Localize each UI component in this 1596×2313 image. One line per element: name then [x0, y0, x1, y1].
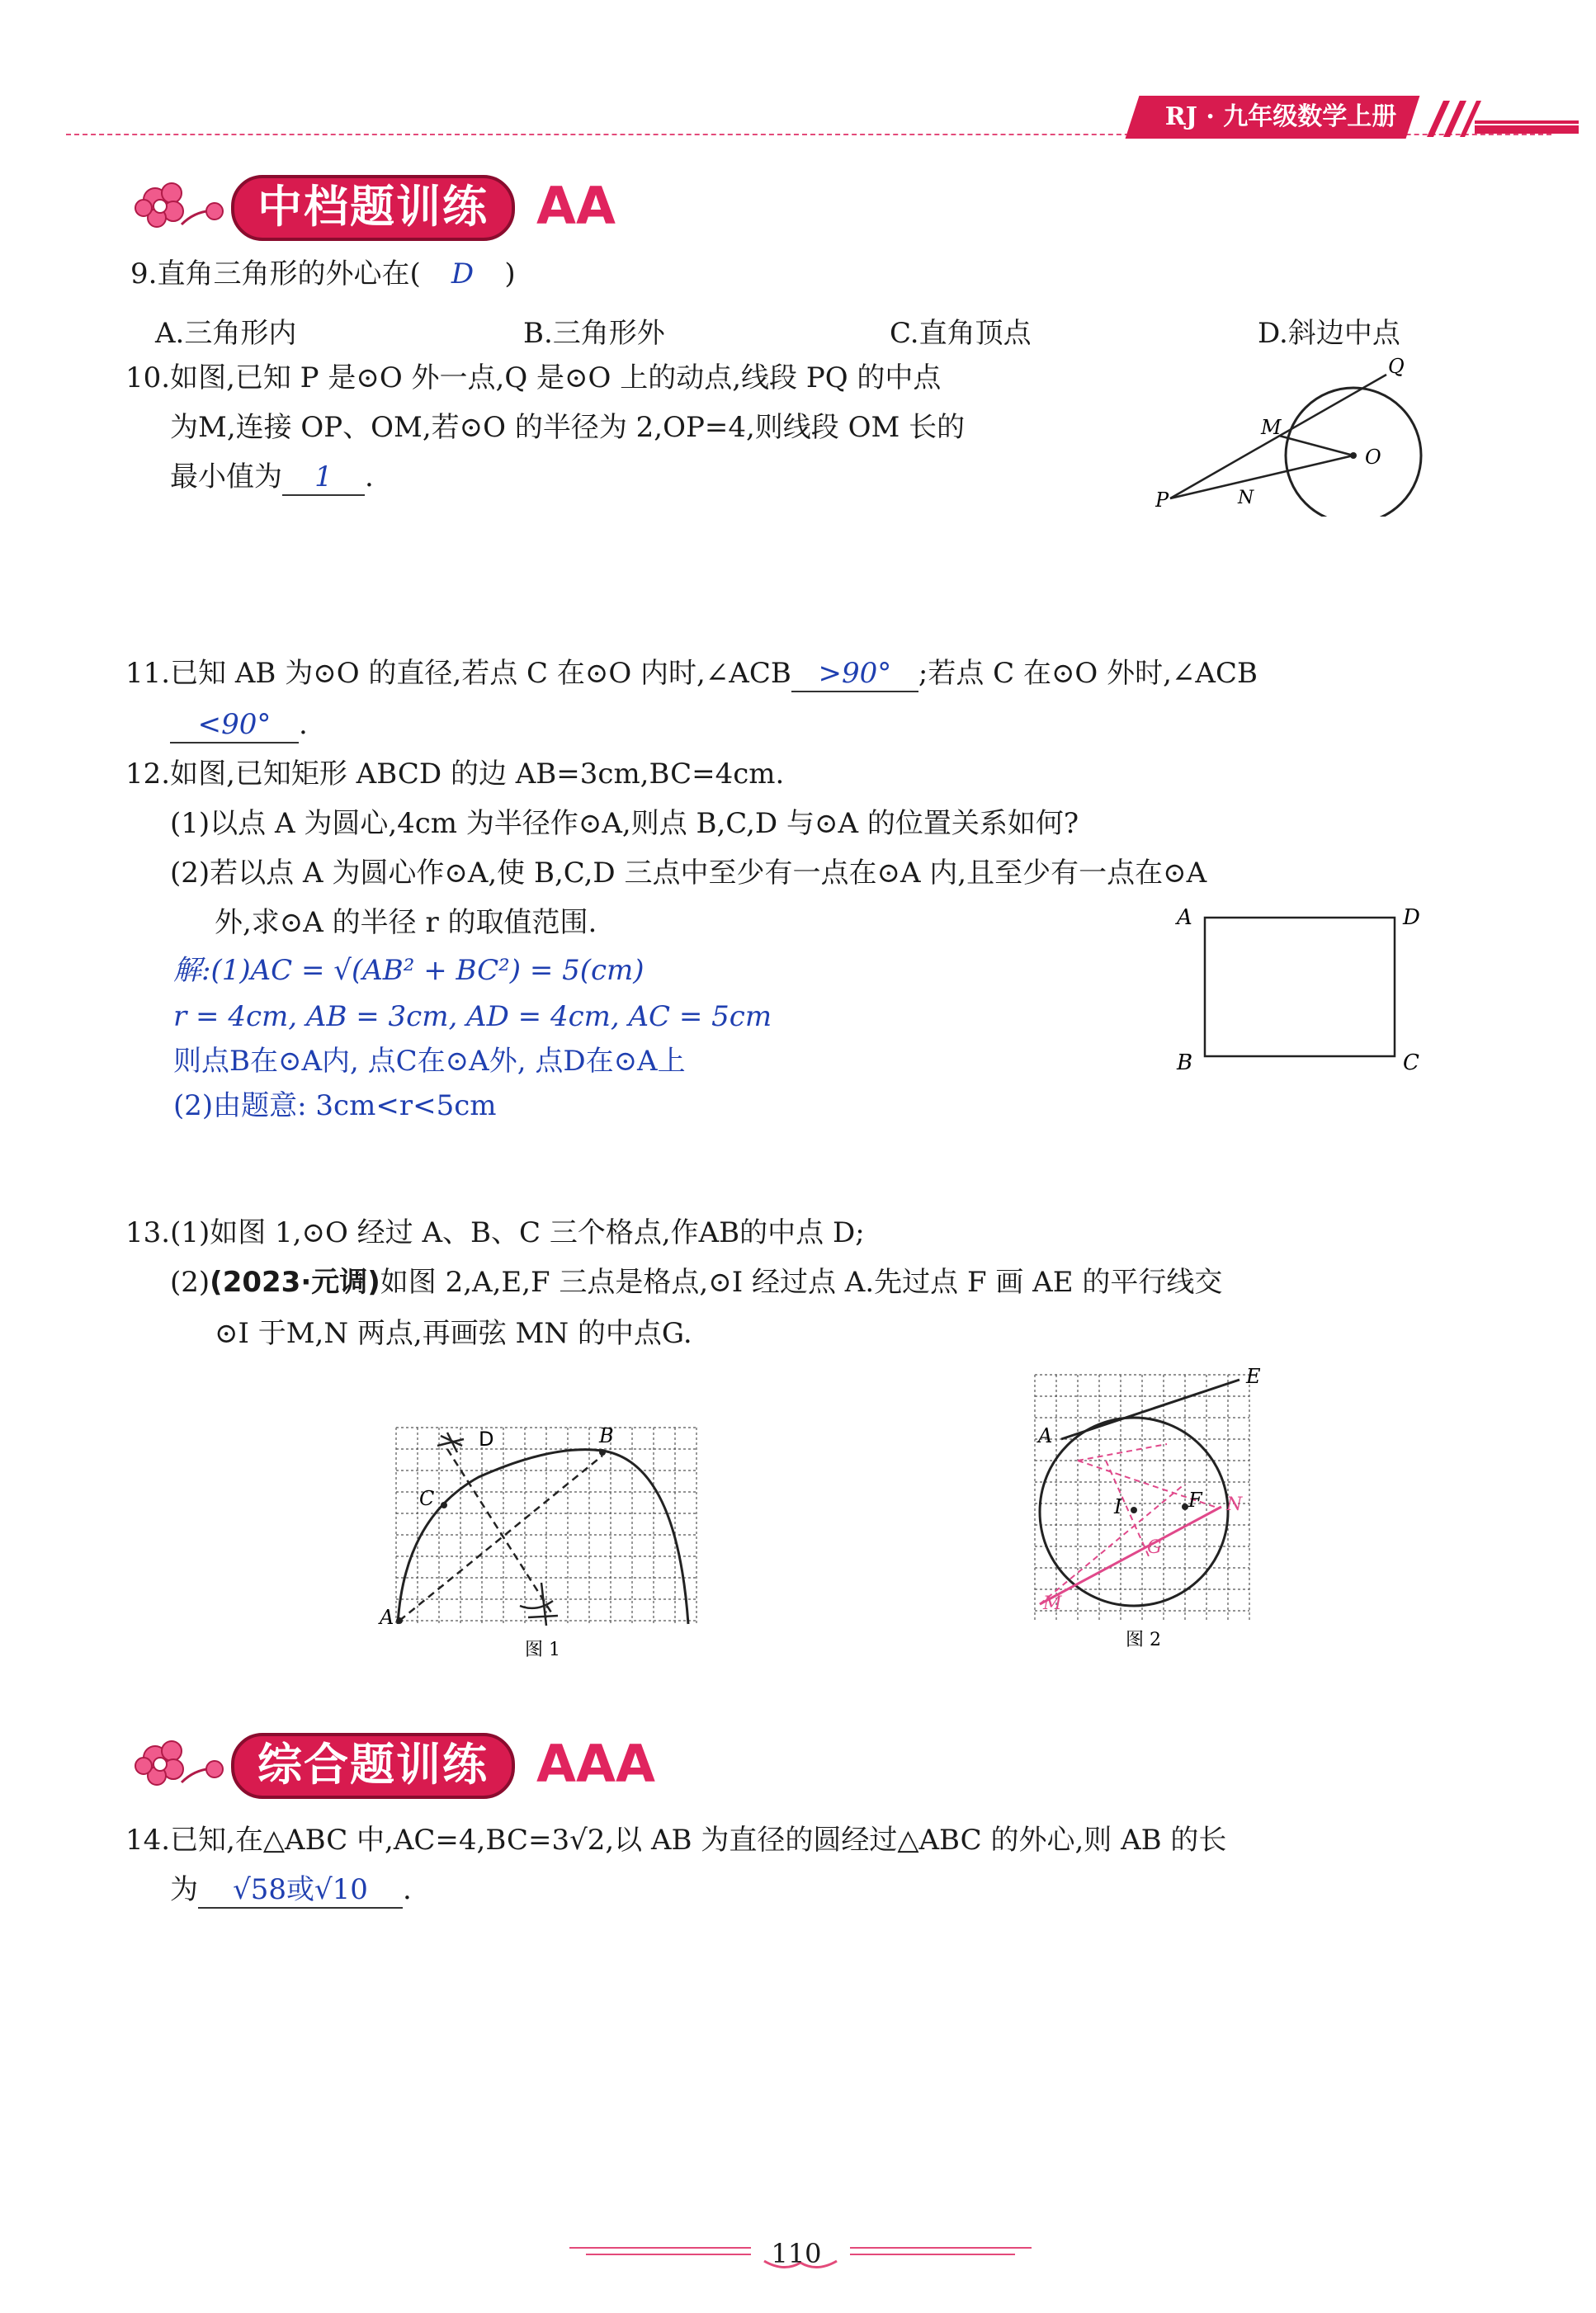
q10-label-q: Q — [1388, 355, 1405, 378]
section-title-mid: 中档题训练 — [231, 175, 515, 241]
q12-solution-2: r = 4cm, AB = 3cm, AD = 4cm, AC = 5cm — [173, 1000, 772, 1033]
header-series: RJ · 九年级数学上册 — [1164, 102, 1397, 131]
section-banner-mid — [124, 175, 635, 238]
fig2-caption: 图 2 — [1126, 1630, 1161, 1650]
fig2-label-n: N — [1226, 1494, 1243, 1515]
q9-option-d: D.斜边中点 — [1258, 317, 1400, 350]
section-title-comp: 综合题训练 — [231, 1733, 515, 1799]
q11-line2 — [170, 708, 308, 743]
q9-option-c: C.直角顶点 — [890, 317, 1032, 350]
q9-close: ) — [504, 257, 516, 290]
q12-part2-line2: 外,求⊙A 的半径 r 的取值范围. — [215, 906, 597, 939]
fig1-label-a: A — [380, 1606, 394, 1629]
q12-part1: (1)以点 A 为圆心,4cm 为半径作⊙A,则点 B,C,D 与⊙A 的位置关系如何? — [170, 807, 1079, 840]
q12-label-d: D — [1403, 905, 1420, 930]
q9-option-a: A.三角形内 — [155, 317, 297, 350]
fig2-label-e: E — [1246, 1365, 1261, 1388]
q10-answer: 1 — [282, 460, 365, 496]
header-stripes — [1424, 96, 1580, 142]
q11-pre: 11.已知 AB 为⊙O 的直径,若点 C 在⊙O 内时,∠ACB — [125, 657, 791, 690]
q13-figure-1 — [355, 1403, 718, 1667]
q13-part1: 13.(1)如图 1,⊙O 经过 A、B、C 三个格点,作AB的中点 D; — [125, 1216, 865, 1249]
q11-end: . — [299, 708, 308, 741]
q10-label-p: P — [1155, 489, 1169, 512]
q9-answer: D — [451, 257, 475, 290]
q10-label-m: M — [1261, 416, 1282, 439]
q10-line3-pre: 最小值为 — [170, 460, 282, 493]
section-grade-mid: AA — [536, 176, 616, 236]
q10-label-n: N — [1238, 488, 1254, 508]
fig1-label-d: D — [479, 1428, 494, 1451]
q12-solution-4: (2)由题意: 3cm<r<5cm — [173, 1089, 497, 1122]
q14-line2 — [170, 1873, 412, 1909]
q12-stem: 12.如图,已知矩形 ABCD 的边 AB=3cm,BC=4cm. — [125, 758, 785, 791]
q9-stem — [130, 257, 516, 291]
q13-source-tag: (2023·元调) — [210, 1266, 380, 1299]
q11-mid: ;若点 C 在⊙O 外时,∠ACB — [918, 657, 1258, 690]
fig2-label-m: M — [1043, 1593, 1062, 1614]
flower-icon — [124, 1733, 231, 1796]
q10-line2: 为M,连接 OP、OM,若⊙O 的半径为 2,OP=4,则线段 OM 长的 — [170, 411, 966, 444]
q14-line2-post: . — [403, 1873, 412, 1906]
q12-label-a: A — [1177, 905, 1192, 930]
q12-solution-3: 则点B在⊙A内, 点C在⊙A外, 点D在⊙A上 — [173, 1045, 686, 1078]
q13-part2-line2: ⊙I 于M,N 两点,再画弦 MN 的中点G. — [215, 1317, 692, 1350]
q13-part2-line1 — [170, 1266, 1222, 1300]
q14-line2-pre: 为 — [170, 1873, 198, 1906]
q10-label-o: O — [1365, 446, 1381, 469]
q11-line1 — [125, 657, 1258, 692]
q14-line1: 14.已知,在△ABC 中,AC=4,BC=3√2,以 AB 为直径的圆经过△ABC 的外心,则 AB 的长 — [125, 1824, 1227, 1857]
fig1-caption: 图 1 — [525, 1640, 560, 1660]
q9-option-b: B.三角形外 — [523, 317, 665, 350]
q14-answer: √58或√10 — [198, 1873, 403, 1909]
section-grade-comp: AAA — [536, 1734, 655, 1794]
q10-circle-figure — [1155, 352, 1436, 517]
fig2-label-g: G — [1147, 1537, 1162, 1558]
q13-part2-text: 如图 2,A,E,F 三点是格点,⊙I 经过点 A.先过点 F 画 AE 的平行线交 — [380, 1266, 1223, 1299]
q10-line3 — [170, 460, 374, 496]
section-banner-comp — [124, 1733, 701, 1796]
q11-answer-2: <90° — [170, 708, 299, 743]
q11-answer-1: >90° — [791, 657, 918, 692]
q12-label-b: B — [1177, 1050, 1193, 1075]
q13-figure-2 — [1023, 1362, 1304, 1659]
page-number: 110 — [771, 2238, 822, 2269]
fig2-label-a: A — [1038, 1424, 1053, 1447]
flower-icon — [124, 175, 231, 238]
q13-part2-prefix: (2) — [170, 1266, 210, 1299]
fig1-label-c: C — [419, 1487, 435, 1510]
fig1-label-b: B — [599, 1424, 614, 1447]
q9-stem-text: 9.直角三角形的外心在( — [130, 257, 421, 290]
q12-part2-line1: (2)若以点 A 为圆心作⊙A,使 B,C,D 三点中至少有一点在⊙A 内,且至少有一点在⊙A — [170, 857, 1207, 890]
q10-line1: 10.如图,已知 P 是⊙O 外一点,Q 是⊙O 上的动点,线段 PQ 的中点 — [125, 361, 942, 394]
fig2-label-i: I — [1114, 1495, 1122, 1518]
q12-label-c: C — [1403, 1050, 1419, 1075]
q12-rectangle-figure — [1164, 899, 1428, 1081]
q12-solution-1: 解:(1)AC = √(AB² + BC²) = 5(cm) — [173, 954, 645, 987]
q10-line3-post: . — [365, 460, 374, 493]
fig2-label-f: F — [1188, 1489, 1202, 1512]
